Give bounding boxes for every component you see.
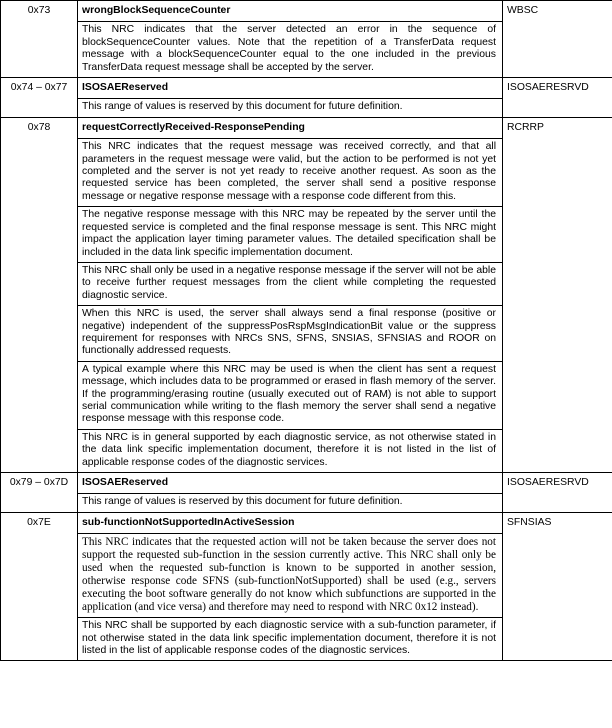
nrc-paragraph: This range of values is reserved by this document for future definition. bbox=[82, 101, 403, 113]
nrc-mnemonic: WBSC bbox=[503, 1, 612, 78]
nrc-paragraph: This NRC is in general supported by each diagnostic service, as not otherwise stated in the data link specific implementation document, therefore it is not listed in the list of applicable response codes of the diagnostic services. bbox=[82, 431, 496, 468]
nrc-description-cell bbox=[78, 117, 503, 472]
nrc-description-cell bbox=[78, 1, 503, 78]
table-row bbox=[1, 1, 612, 78]
nrc-name: requestCorrectlyReceived-ResponsePending bbox=[78, 118, 502, 139]
table-row bbox=[1, 512, 612, 661]
nrc-mnemonic: SFNSIAS bbox=[503, 512, 612, 661]
nrc-value: 0x78 bbox=[1, 117, 78, 472]
nrc-description-cell bbox=[78, 78, 503, 118]
nrc-paragraph: This NRC indicates that the requested action will not be taken because the server does not support the requested sub-function in the session currently active. This NRC shall only be used when the requested sub-function is known to be supported in another session, otherwise response code SFNS (sub-functionNotSupported) shall be used (e.g., servers executing the boot software generally do not know which subfunctions are supported in the application (and vice versa) and therefore may need to respond with NRC 0x12 instead). bbox=[78, 534, 502, 618]
nrc-paragraph: This NRC shall be supported by each diagnostic service with a sub-function parameter, if not otherwise stated in the data link specific implementation document, therefore it is not listed in the list of applicable response codes of the diagnostic services. bbox=[82, 620, 496, 657]
nrc-paragraph: A typical example where this NRC may be used is when the client has sent a request message, which includes data to be programmed or erased in flash memory of the server. If the programming/erasing routine (usually executed out of RAM) is not able to support serial communication while writing to the flash memory the server shall send a negative response message with this response code. bbox=[78, 362, 502, 430]
nrc-value: 0x73 bbox=[1, 1, 78, 78]
nrc-mnemonic: RCRRP bbox=[503, 117, 612, 472]
nrc-paragraph: The negative response message with this NRC may be repeated by the server until the requested service is completed and the final response message is sent. This NRC might impact the application layer timing parameter values. The detailed specification shall be included in the data link specific implementation document. bbox=[78, 207, 502, 263]
nrc-name: ISOSAEReserved bbox=[78, 473, 502, 494]
nrc-mnemonic: ISOSAERESRVD bbox=[503, 78, 612, 118]
table-row bbox=[1, 117, 612, 472]
nrc-name: ISOSAEReserved bbox=[78, 78, 502, 99]
nrc-paragraph: When this NRC is used, the server shall always send a final response (positive or negative) independent of the suppressPosRspMsgIndicationBit value or the suppress requirement for responses with NRCs SNS, SFNS, SNSIAS, SFNSIAS and ROOR on functionally addressed requests. bbox=[78, 306, 502, 362]
nrc-value: 0x79 – 0x7D bbox=[1, 473, 78, 513]
nrc-value: 0x7E bbox=[1, 512, 78, 661]
nrc-name: wrongBlockSequenceCounter bbox=[78, 1, 502, 22]
nrc-value: 0x74 – 0x77 bbox=[1, 78, 78, 118]
nrc-description-cell bbox=[78, 512, 503, 661]
nrc-paragraph: This range of values is reserved by this document for future definition. bbox=[82, 496, 403, 508]
nrc-paragraph: This NRC shall only be used in a negative response message if the server will not be able to receive further request messages from the client while completing the requested diagnostic service. bbox=[78, 263, 502, 306]
nrc-paragraph: This NRC indicates that the request message was received correctly, and that all parameters in the request message were valid, but the action to be performed is not yet completed and the server is not yet ready to receive another request. As soon as the requested service has been completed, the server shall send a positive response message or negative response message with a response code different from this. bbox=[78, 139, 502, 207]
nrc-name: sub-functionNotSupportedInActiveSession bbox=[78, 513, 502, 534]
nrc-paragraph: This NRC indicates that the server detected an error in the sequence of blockSequenceCounter values. Note that the repetition of a TransferData request message with a blockSequenceCounter equal to the one included in the previous TransferData request message shall be accepted by the server. bbox=[82, 24, 496, 73]
table-row bbox=[1, 78, 612, 118]
nrc-mnemonic: ISOSAERESRVD bbox=[503, 473, 612, 513]
table-row bbox=[1, 473, 612, 513]
nrc-description-cell bbox=[78, 473, 503, 513]
